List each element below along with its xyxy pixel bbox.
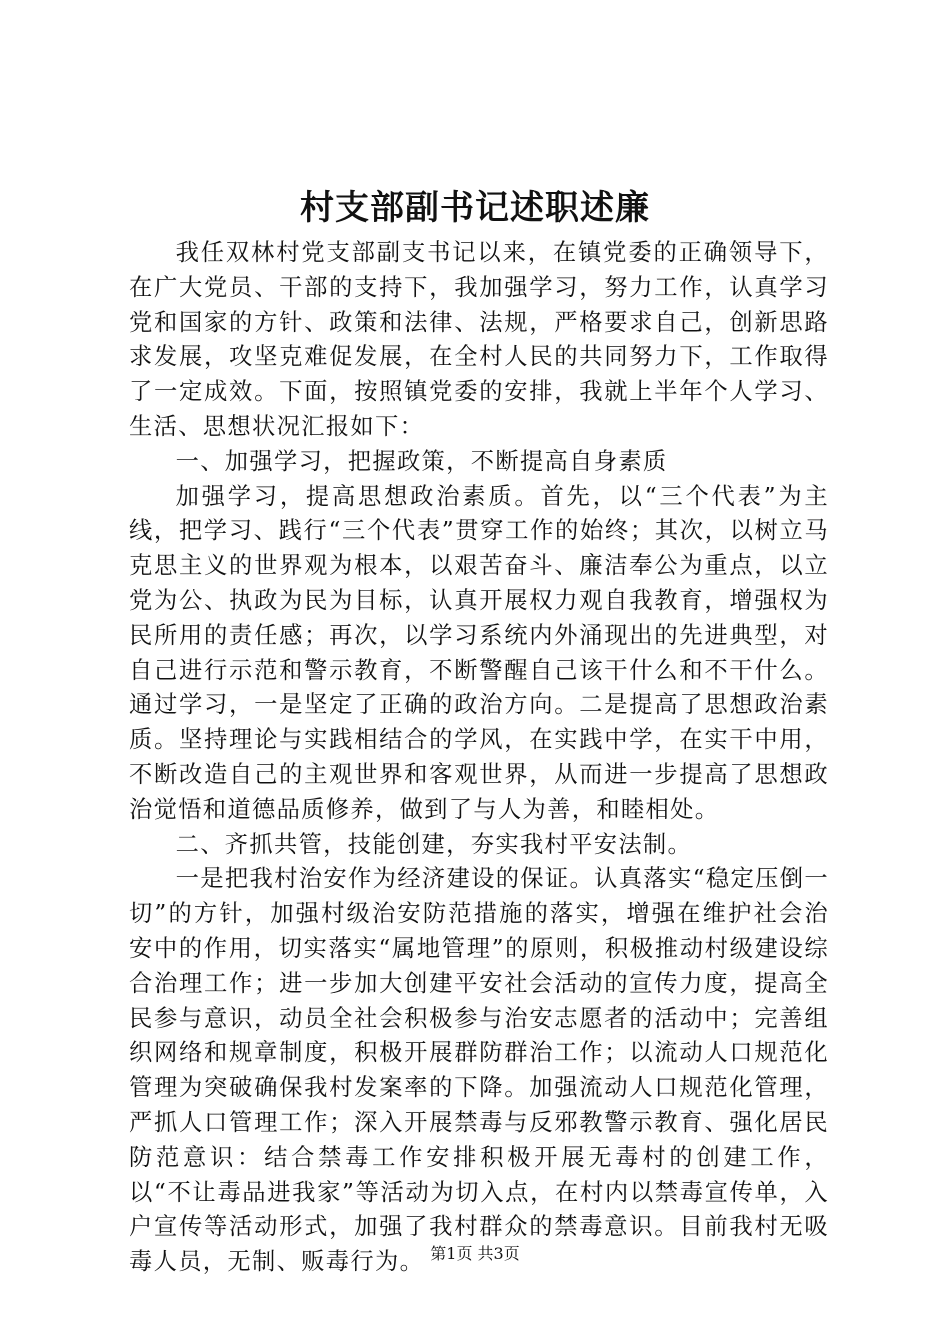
- paragraph-security: 一是把我村治安作为经济建设的保证。认真落实“稳定压倒一切”的方针，加强村级治安防范措施的落实，增强在维护社会治安中的作用，切实落实“属地管理”的原则，积极推动村级建设综合治理工作；进一步加大创建平安社会活动的宣传力度，提高全民参与意识，动员全社会积极参与治安志愿者的活动中；完善组织网络和规章制度，积极开展群防群治工作；以流动人口规范化管理为突破确保我村发案率的下降。加强流动人口规范化管理，严抓人口管理工作；深入开展禁毒与反邪教警示教育、强化居民防范意识：结合禁毒工作安排积极开展无毒村的创建工作，以“不让毒品进我家”等活动为切入点，在村内以禁毒宣传单，入户宣传等活动形式，加强了我村群众的禁毒意识。目前我村无吸毒人员，无制、贩毒行为。: [129, 865, 829, 1276]
- page-number: 第1页 共3页: [430, 1244, 520, 1263]
- section-heading-1: 一、加强学习，把握政策，不断提高自身素质: [175, 447, 668, 475]
- paragraph-study: 加强学习，提高思想政治素质。首先，以“三个代表”为主线，把学习、践行“三个代表”贯穿工作的始终；其次，以树立马克思主义的世界观为根本，以艰苦奋斗、廉洁奉公为重点，以立党为公、执政为民为目标，认真开展权力观自我教育，增强权为民所用的责任感；再次，以学习系统内外涌现出的先进典型，对自己进行示范和警示教育，不断警醒自己该干什么和不干什么。通过学习，一是坚定了正确的政治方向。二是提高了思想政治素质。坚持理论与实践相结合的学风，在实践中学，在实干中用，不断改造自己的主观世界和客观世界，从而进一步提高了思想政治觉悟和道德品质修养，做到了与人为善，和睦相处。: [129, 482, 829, 823]
- document-body: [129, 236, 829, 1280]
- section-heading-2: 二、齐抓共管，技能创建，夯实我村平安法制。: [175, 830, 693, 858]
- paragraph-intro: 我任双林村党支部副支书记以来，在镇党委的正确领导下，在广大党员、干部的支持下，我加强学习，努力工作，认真学习党和国家的方针、政策和法律、法规，严格要求自己，创新思路求发展，攻坚克难促发展，在全村人民的共同努力下，工作取得了一定成效。下面，按照镇党委的安排，我就上半年个人学习、生活、思想状况汇报如下：: [129, 239, 829, 440]
- document-title: 村支部副书记述职述廉: [300, 188, 650, 228]
